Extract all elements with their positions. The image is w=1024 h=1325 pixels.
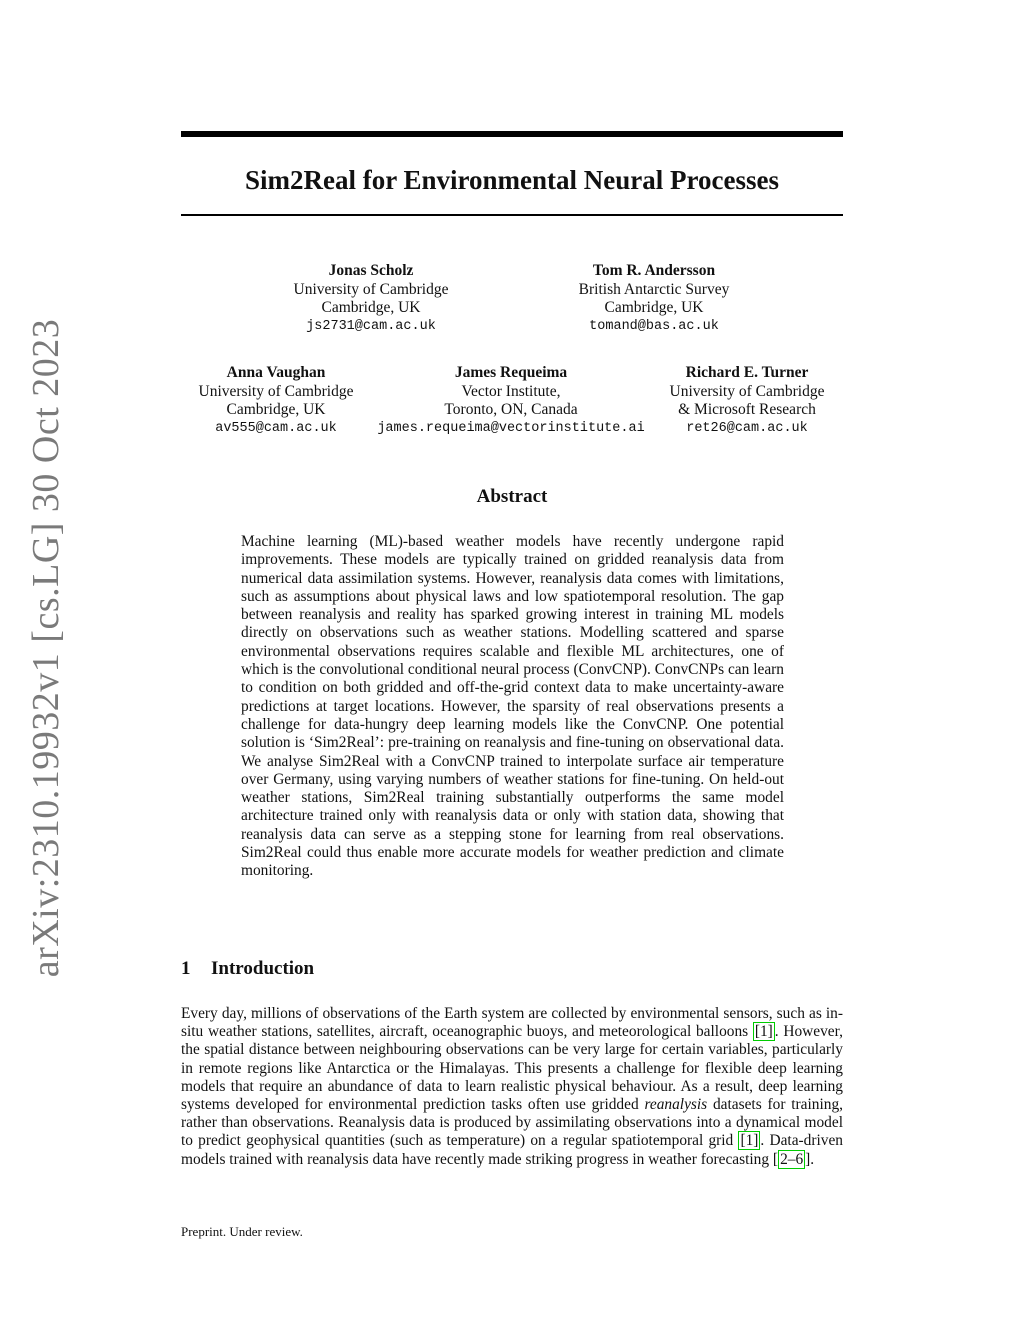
author-email[interactable]: js2731@cam.ac.uk	[306, 318, 436, 334]
author-email[interactable]: james.requeima@vectorinstitute.ai	[377, 420, 645, 436]
citation-bracket: ]	[805, 1150, 811, 1168]
paragraph-text: Every day, millions of observations of the Earth system are collected by environmental sensors, such as in-situ weather stations, satellites, aircraft, oceanographic buoys, and meteorological balloons	[181, 1005, 843, 1041]
title-rule-bottom	[181, 214, 843, 216]
author-email[interactable]: av555@cam.ac.uk	[215, 420, 337, 436]
author-location: Cambridge, UK	[321, 299, 421, 316]
author-name: Richard E. Turner	[685, 364, 809, 381]
author-name: Jonas Scholz	[328, 262, 414, 279]
citation-link[interactable]: [1]	[740, 1132, 759, 1150]
author-block	[377, 364, 644, 438]
author-block	[199, 364, 354, 438]
section-title: Introduction	[211, 958, 315, 979]
italic-term: reanalysis	[644, 1096, 708, 1114]
arxiv-identifier: arXiv:2310.19932v1 [cs.LG] 30 Oct 2023	[25, 318, 67, 978]
author-affiliation: British Antarctic Survey	[578, 280, 730, 298]
paragraph-text: . Data-driven models trained with reanalysis data have recently made striking progress in weather forecasting	[181, 1132, 843, 1168]
author-affiliation: Vector Institute,	[461, 382, 561, 400]
author-block	[670, 364, 825, 438]
citation-bracket: [	[772, 1150, 779, 1168]
section-heading	[181, 958, 314, 980]
author-location: Cambridge, UK	[226, 401, 326, 418]
author-name: James Requeima	[454, 364, 568, 381]
author-email[interactable]: tomand@bas.ac.uk	[589, 318, 719, 334]
author-block	[579, 262, 730, 336]
author-affiliation: University of Cambridge	[669, 382, 825, 400]
paragraph-text: datasets for training, rather than observations. Reanalysis data is produced by assimilating observations into a dynamical model to predict geophysical quantities (such as temperature) on a regular spatiotemporal grid	[181, 1096, 843, 1150]
citation-link[interactable]: [1]	[754, 1023, 773, 1041]
footer-note: Preprint. Under review.	[181, 1224, 303, 1239]
paragraph-text: .	[810, 1150, 815, 1168]
author-email[interactable]: ret26@cam.ac.uk	[686, 420, 808, 436]
paper-title: Sim2Real for Environmental Neural Processes	[245, 165, 779, 195]
title-rule-top	[181, 131, 843, 137]
author-location: Cambridge, UK	[604, 299, 704, 316]
citation-link[interactable]: 2–6	[780, 1150, 804, 1168]
author-name: Anna Vaughan	[226, 364, 326, 381]
abstract-heading: Abstract	[476, 486, 548, 507]
abstract-text: Machine learning (ML)-based weather models have recently undergone rapid improvements. These models are typically trained on gridded reanalysis data from numerical data assimilation systems. However, reanalysis data comes with limitations, such as assumptions about physical laws and low spatiotemporal resolution. The gap between reanalysis and reality has sparked growing interest in training ML models directly on observations such as weather stations. Modelling scattered and sparse environmental observations requires scalable and flexible ML architectures, one of which is the convolutional conditional neural process (ConvCNP). ConvCNPs can learn to condition on both gridded and off-the-grid context data to make uncertainty-aware predictions at target locations. However, the sparsity of real observations presents a challenge for data-hungry deep learning models like the ConvCNP. One potential solution is ‘Sim2Real’: pre-training on reanalysis and fine-tuning on observational data. We analyse Sim2Real with a ConvCNP trained to interpolate surface air temperature over Germany, using varying numbers of weather stations for fine-tuning. On held-out weather stations, Sim2Real training substantially outperforms the same model architecture trained only with reanalysis data or only with station data, showing that reanalysis data can serve as a stepping stone for learning from real observations. Sim2Real could thus enable more accurate models for weather prediction and climate monitoring.	[241, 533, 784, 880]
introduction-paragraph	[181, 1005, 843, 1169]
paragraph-text: . However, the spatial distance between neighbouring observations can be very large for certain variables, particularly in remote regions like Antarctica or the Himalayas. This presents a challenge for flexible deep learning models that require an abundance of data to learn realistic physical behaviour. As a result, deep learning systems developed for environmental prediction tasks often use gridded	[181, 1023, 843, 1114]
author-affiliation: University of Cambridge	[293, 280, 449, 298]
author-block	[294, 262, 449, 336]
section-number: 1	[181, 958, 191, 979]
author-location: & Microsoft Research	[678, 401, 816, 418]
author-location: Toronto, ON, Canada	[444, 401, 578, 418]
author-affiliation: University of Cambridge	[198, 382, 354, 400]
author-name: Tom R. Andersson	[592, 262, 716, 279]
